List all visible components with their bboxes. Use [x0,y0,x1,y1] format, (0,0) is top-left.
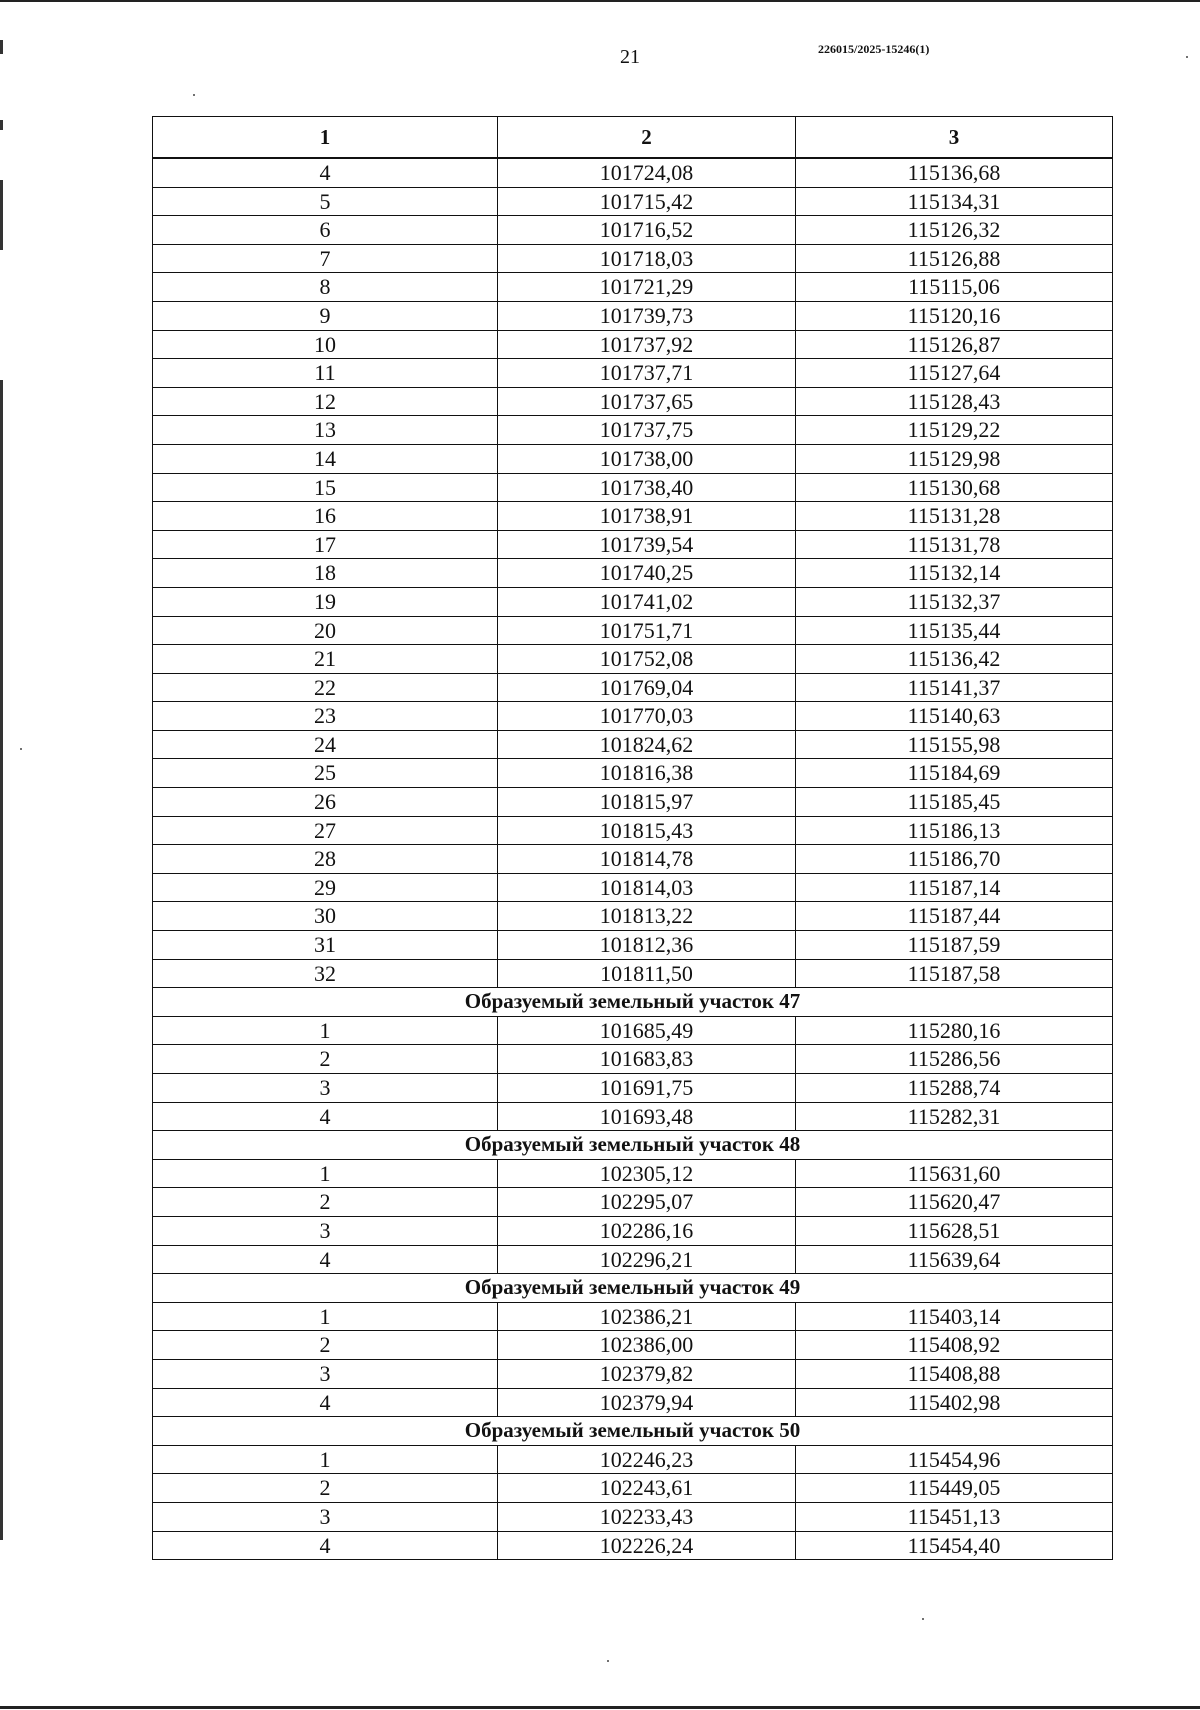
y-coordinate-cell: 115126,32 [796,216,1113,245]
table-row [153,502,1113,531]
x-coordinate-cell: 101769,04 [498,673,796,702]
x-coordinate-cell: 101741,02 [498,587,796,616]
x-coordinate-cell: 101721,29 [498,273,796,302]
table-row [153,444,1113,473]
x-coordinate-cell: 101814,03 [498,873,796,902]
y-coordinate-cell: 115126,87 [796,330,1113,359]
table-row [153,1531,1113,1560]
point-number-cell: 1 [153,1016,498,1045]
column-header-x: 2 [498,117,796,159]
x-coordinate-cell: 102243,61 [498,1474,796,1503]
column-header-point: 1 [153,117,498,159]
point-number-cell: 2 [153,1188,498,1217]
x-coordinate-cell: 101815,97 [498,788,796,817]
x-coordinate-cell: 101683,83 [498,1045,796,1074]
point-number-cell: 17 [153,530,498,559]
y-coordinate-cell: 115454,96 [796,1445,1113,1474]
y-coordinate-cell: 115136,68 [796,158,1113,187]
point-number-cell: 11 [153,359,498,388]
y-coordinate-cell: 115288,74 [796,1074,1113,1103]
point-number-cell: 23 [153,702,498,731]
x-coordinate-cell: 101824,62 [498,730,796,759]
table-row [153,1388,1113,1417]
point-number-cell: 32 [153,959,498,988]
scan-speck [20,748,22,750]
x-coordinate-cell: 101738,00 [498,444,796,473]
section-title-row [153,1274,1113,1303]
point-number-cell: 28 [153,845,498,874]
y-coordinate-cell: 115402,98 [796,1388,1113,1417]
x-coordinate-cell: 101693,48 [498,1102,796,1131]
point-number-cell: 25 [153,759,498,788]
table-row [153,301,1113,330]
table-row [153,959,1113,988]
x-coordinate-cell: 101812,36 [498,931,796,960]
scan-speck [1186,56,1188,58]
y-coordinate-cell: 115130,68 [796,473,1113,502]
x-coordinate-cell: 101751,71 [498,616,796,645]
x-coordinate-cell: 102379,82 [498,1359,796,1388]
table-row [153,158,1113,187]
point-number-cell: 10 [153,330,498,359]
x-coordinate-cell: 101770,03 [498,702,796,731]
point-number-cell: 3 [153,1216,498,1245]
y-coordinate-cell: 115129,22 [796,416,1113,445]
y-coordinate-cell: 115127,64 [796,359,1113,388]
section-title: Образуемый земельный участок 50 [153,1417,1113,1446]
x-coordinate-cell: 102246,23 [498,1445,796,1474]
y-coordinate-cell: 115454,40 [796,1531,1113,1560]
point-number-cell: 4 [153,158,498,187]
y-coordinate-cell: 115187,44 [796,902,1113,931]
point-number-cell: 21 [153,645,498,674]
y-coordinate-cell: 115187,58 [796,959,1113,988]
scan-speck [607,1660,609,1662]
table-row [153,931,1113,960]
x-coordinate-cell: 102226,24 [498,1531,796,1560]
point-number-cell: 7 [153,244,498,273]
table-row [153,1074,1113,1103]
x-coordinate-cell: 101738,91 [498,502,796,531]
x-coordinate-cell: 101715,42 [498,187,796,216]
y-coordinate-cell: 115631,60 [796,1159,1113,1188]
point-number-cell: 18 [153,559,498,588]
point-number-cell: 27 [153,816,498,845]
y-coordinate-cell: 115136,42 [796,645,1113,674]
table-header-row [153,117,1113,159]
table-row [153,359,1113,388]
y-coordinate-cell: 115129,98 [796,444,1113,473]
table-row [153,645,1113,674]
section-title: Образуемый земельный участок 48 [153,1131,1113,1160]
x-coordinate-cell: 101716,52 [498,216,796,245]
table-row [153,788,1113,817]
section-title: Образуемый земельный участок 47 [153,988,1113,1017]
section-title: Образуемый земельный участок 49 [153,1274,1113,1303]
y-coordinate-cell: 115449,05 [796,1474,1113,1503]
x-coordinate-cell: 101737,71 [498,359,796,388]
page-number: 21 [620,46,640,68]
point-number-cell: 4 [153,1531,498,1560]
y-coordinate-cell: 115140,63 [796,702,1113,731]
table-row [153,530,1113,559]
table-row [153,559,1113,588]
point-number-cell: 22 [153,673,498,702]
table-row [153,473,1113,502]
table-row [153,416,1113,445]
table-row [153,1445,1113,1474]
x-coordinate-cell: 101814,78 [498,845,796,874]
x-coordinate-cell: 102379,94 [498,1388,796,1417]
table-body [153,158,1113,1560]
x-coordinate-cell: 101739,54 [498,530,796,559]
y-coordinate-cell: 115282,31 [796,1102,1113,1131]
point-number-cell: 3 [153,1074,498,1103]
point-number-cell: 20 [153,616,498,645]
x-coordinate-cell: 101752,08 [498,645,796,674]
point-number-cell: 1 [153,1159,498,1188]
x-coordinate-cell: 102286,16 [498,1216,796,1245]
table-row [153,1502,1113,1531]
document-reference: 226015/2025-15246(1) [818,42,930,56]
y-coordinate-cell: 115155,98 [796,730,1113,759]
point-number-cell: 9 [153,301,498,330]
table-row [153,902,1113,931]
scan-speck [193,94,195,96]
x-coordinate-cell: 101815,43 [498,816,796,845]
point-number-cell: 13 [153,416,498,445]
scan-speck [922,1618,924,1620]
point-number-cell: 14 [153,444,498,473]
y-coordinate-cell: 115131,78 [796,530,1113,559]
point-number-cell: 1 [153,1302,498,1331]
table-row [153,187,1113,216]
table-row [153,1359,1113,1388]
table-row [153,216,1113,245]
x-coordinate-cell: 101811,50 [498,959,796,988]
table-row [153,1159,1113,1188]
point-number-cell: 3 [153,1502,498,1531]
table-row [153,759,1113,788]
table-row [153,1045,1113,1074]
table-row [153,1331,1113,1360]
table-row [153,1102,1113,1131]
y-coordinate-cell: 115187,14 [796,873,1113,902]
y-coordinate-cell: 115187,59 [796,931,1113,960]
y-coordinate-cell: 115132,37 [796,587,1113,616]
point-number-cell: 5 [153,187,498,216]
y-coordinate-cell: 115131,28 [796,502,1113,531]
y-coordinate-cell: 115126,88 [796,244,1113,273]
point-number-cell: 8 [153,273,498,302]
bottom-border-line [0,1706,1200,1709]
table-row [153,1188,1113,1217]
point-number-cell: 16 [153,502,498,531]
x-coordinate-cell: 101685,49 [498,1016,796,1045]
y-coordinate-cell: 115451,13 [796,1502,1113,1531]
y-coordinate-cell: 115628,51 [796,1216,1113,1245]
point-number-cell: 19 [153,587,498,616]
point-number-cell: 30 [153,902,498,931]
x-coordinate-cell: 102233,43 [498,1502,796,1531]
point-number-cell: 1 [153,1445,498,1474]
y-coordinate-cell: 115134,31 [796,187,1113,216]
x-coordinate-cell: 101737,92 [498,330,796,359]
point-number-cell: 4 [153,1388,498,1417]
table-row [153,587,1113,616]
table-row [153,873,1113,902]
y-coordinate-cell: 115128,43 [796,387,1113,416]
x-coordinate-cell: 101740,25 [498,559,796,588]
point-number-cell: 6 [153,216,498,245]
x-coordinate-cell: 101738,40 [498,473,796,502]
point-number-cell: 31 [153,931,498,960]
point-number-cell: 2 [153,1474,498,1503]
point-number-cell: 4 [153,1102,498,1131]
x-coordinate-cell: 102296,21 [498,1245,796,1274]
point-number-cell: 29 [153,873,498,902]
x-coordinate-cell: 101813,22 [498,902,796,931]
column-header-y: 3 [796,117,1113,159]
table-row [153,1016,1113,1045]
y-coordinate-cell: 115132,14 [796,559,1113,588]
x-coordinate-cell: 102386,21 [498,1302,796,1331]
y-coordinate-cell: 115403,14 [796,1302,1113,1331]
coordinates-table-container [152,116,1112,1560]
table-row [153,244,1113,273]
x-coordinate-cell: 101737,75 [498,416,796,445]
x-coordinate-cell: 102386,00 [498,1331,796,1360]
y-coordinate-cell: 115185,45 [796,788,1113,817]
top-border-line [0,0,1200,2]
point-number-cell: 4 [153,1245,498,1274]
table-row [153,816,1113,845]
y-coordinate-cell: 115184,69 [796,759,1113,788]
point-number-cell: 24 [153,730,498,759]
section-title-row [153,1417,1113,1446]
x-coordinate-cell: 101718,03 [498,244,796,273]
y-coordinate-cell: 115120,16 [796,301,1113,330]
point-number-cell: 2 [153,1045,498,1074]
table-row [153,330,1113,359]
table-row [153,730,1113,759]
y-coordinate-cell: 115186,13 [796,816,1113,845]
table-row [153,1216,1113,1245]
x-coordinate-cell: 101737,65 [498,387,796,416]
x-coordinate-cell: 101724,08 [498,158,796,187]
y-coordinate-cell: 115620,47 [796,1188,1113,1217]
y-coordinate-cell: 115280,16 [796,1016,1113,1045]
point-number-cell: 12 [153,387,498,416]
table-row [153,702,1113,731]
coordinates-table [152,116,1113,1560]
y-coordinate-cell: 115186,70 [796,845,1113,874]
section-title-row [153,1131,1113,1160]
x-coordinate-cell: 101691,75 [498,1074,796,1103]
table-row [153,1474,1113,1503]
y-coordinate-cell: 115408,88 [796,1359,1113,1388]
section-title-row [153,988,1113,1017]
point-number-cell: 15 [153,473,498,502]
point-number-cell: 2 [153,1331,498,1360]
table-row [153,845,1113,874]
table-row [153,616,1113,645]
table-row [153,387,1113,416]
x-coordinate-cell: 101739,73 [498,301,796,330]
point-number-cell: 26 [153,788,498,817]
x-coordinate-cell: 102295,07 [498,1188,796,1217]
y-coordinate-cell: 115408,92 [796,1331,1113,1360]
point-number-cell: 3 [153,1359,498,1388]
y-coordinate-cell: 115135,44 [796,616,1113,645]
table-row [153,1245,1113,1274]
y-coordinate-cell: 115115,06 [796,273,1113,302]
x-coordinate-cell: 101816,38 [498,759,796,788]
y-coordinate-cell: 115286,56 [796,1045,1113,1074]
left-scan-edge [0,0,4,1710]
x-coordinate-cell: 102305,12 [498,1159,796,1188]
table-row [153,1302,1113,1331]
table-row [153,673,1113,702]
table-row [153,273,1113,302]
y-coordinate-cell: 115141,37 [796,673,1113,702]
y-coordinate-cell: 115639,64 [796,1245,1113,1274]
